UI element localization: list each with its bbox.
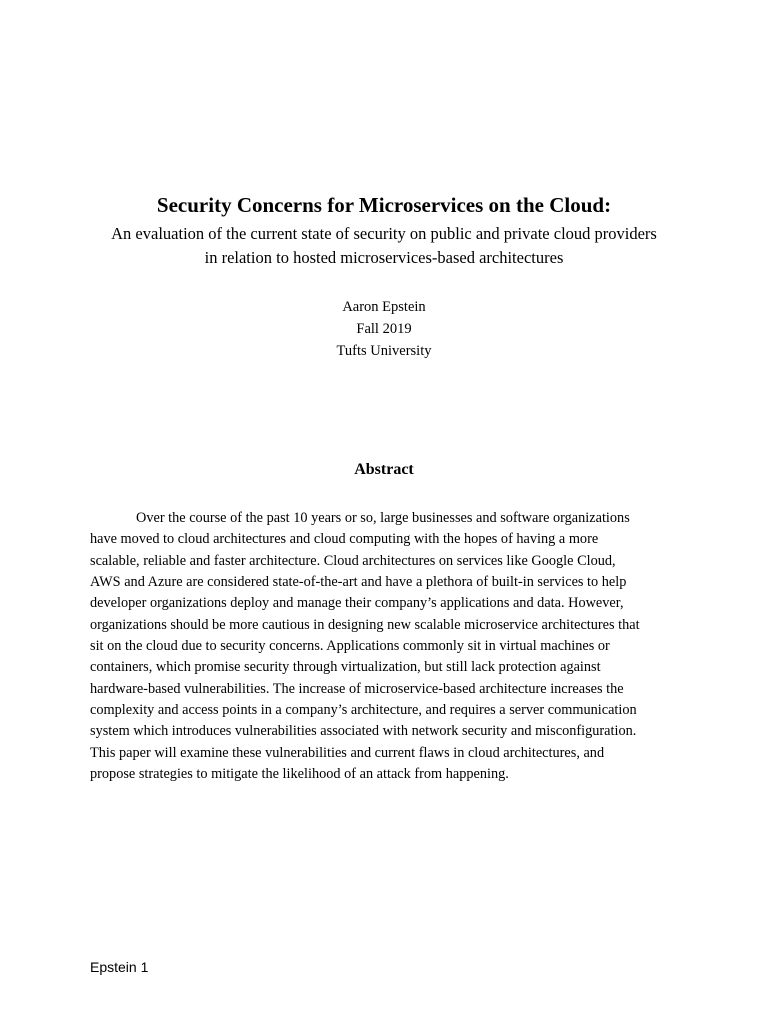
- abstract-line: scalable, reliable and faster architecture. Cloud architectures on services like Google Cloud,: [90, 552, 616, 569]
- abstract-line: organizations should be more cautious in designing new scalable microservice architectures that: [90, 616, 640, 633]
- subtitle-line: An evaluation of the current state of security on public and private cloud providers: [111, 224, 657, 243]
- abstract-line: hardware-based vulnerabilities. The increase of microservice-based architecture increases the: [90, 680, 624, 697]
- paper-title: Security Concerns for Microservices on the Cloud:: [156, 193, 612, 217]
- abstract-line: containers, which promise security through virtualization, but still lack protection against: [90, 659, 601, 676]
- subtitle-line: in relation to hosted microservices-based architectures: [204, 248, 564, 267]
- abstract-line: sit on the cloud due to security concerns. Applications commonly sit in virtual machines or: [90, 638, 610, 655]
- abstract-line: developer organizations deploy and manage their company’s applications and data. However,: [90, 595, 624, 612]
- abstract-line: AWS and Azure are considered state-of-the-art and have a plethora of built-in services to help: [90, 574, 627, 591]
- abstract-body: [90, 508, 690, 785]
- abstract-line: system which introduces vulnerabilities associated with network security and misconfiguration.: [90, 723, 637, 740]
- term: Fall 2019: [356, 321, 412, 337]
- abstract-line: complexity and access points in a company’s architecture, and requires a server communication: [90, 702, 637, 719]
- paper-subtitle: [60, 222, 708, 270]
- institution: Tufts University: [336, 343, 432, 359]
- abstract-line: have moved to cloud architectures and cloud computing with the hopes of having a more: [90, 531, 599, 548]
- abstract-line: This paper will examine these vulnerabilities and current flaws in cloud architectures, and: [90, 744, 605, 761]
- author-name: Aaron Epstein: [342, 299, 426, 315]
- abstract-line: propose strategies to mitigate the likelihood of an attack from happening.: [90, 766, 509, 783]
- abstract-heading: Abstract: [354, 461, 414, 478]
- page-footer: Epstein 1: [90, 959, 149, 975]
- author-block: [0, 296, 768, 362]
- abstract-line: Over the course of the past 10 years or so, large businesses and software organizations: [136, 510, 630, 526]
